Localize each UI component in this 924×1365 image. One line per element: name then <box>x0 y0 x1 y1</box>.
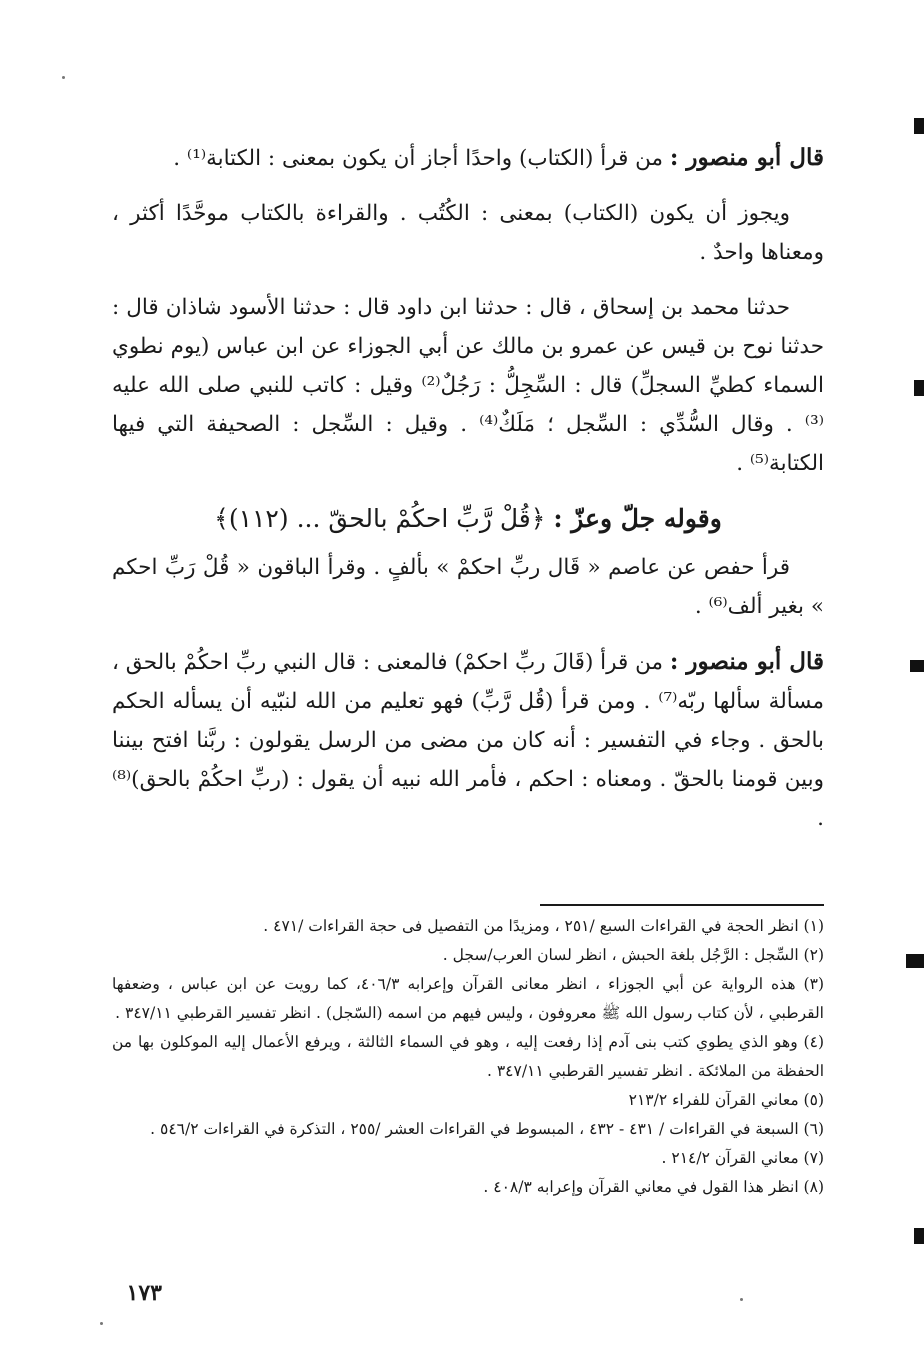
footnote: (٦) السبعة في القراءات / ٤٣١ - ٤٣٢ ، المبسوط في القراءات العشر /٢٥٥ ، التذكرة في القراءات ٥٤٦/٢ . <box>150 1120 824 1138</box>
footnote: (٧) معاني القرآن ٢١٤/٢ . <box>661 1149 824 1167</box>
verse-text: ﴿قُلْ رَّبِّ احكُمْ بالحقّ ... (١١٢)﴾ <box>214 504 546 533</box>
footnote-separator <box>540 904 824 906</box>
paragraph-2: ويجوز أن يكون (الكتاب) بمعنى : الكُتُب . والقراءة بالكتاب موحَّدًا أكثر ، ومعناها واحدٌ . <box>112 201 824 265</box>
paragraph-1 <box>112 138 824 178</box>
paragraph-3: حدثنا محمد بن إسحاق ، قال : حدثنا ابن داود قال : حدثنا الأسود شاذان قال : حدثنا نوح بن قيس عن عمرو بن مالك عن أبي الجوزاء عن ابن عباس (يوم نطوي السماء كطيِّ السجلِّ) قال : السِّجِلُّ : رَجُلٌ⁽²⁾ وقيل : كاتب للنبي صلى الله عليه ⁽³⁾ . وقال السُّدِّي : السِّجل ؛ مَلَكٌ⁽⁴⁾ . وقيل : السِّجل : الصحيفة التي فيها الكتابة⁽⁵⁾ . <box>112 295 824 476</box>
page-number: ١٧٣ <box>126 1280 162 1306</box>
scan-edge-mark <box>914 1228 924 1244</box>
paragraph-text: من قرأ (قَالَ ربِّ احكمْ) فالمعنى : قال النبي ربِّ احكُمْ بالحق ، مسألة سألها ربّه⁽⁷⁾ . ومن قرأ (قُل رَّبِّ) فهو تعليم من الله لنبّيه أن يسأله الحكم بالحق . وجاء في التفسير : أنه كان من مضى من الرسل يقولون : ربَّنا افتح بيننا وبين قومنا بالحقّ . ومعناه : احكم ، فأمر الله نبيه أن يقول : (ربِّ احكُمْ بالحق)⁽⁸⁾ . <box>112 650 824 831</box>
scan-edge-mark <box>914 118 924 134</box>
footnote: (٨) انظر هذا القول في معاني القرآن وإعرابه ٤٠٨/٣ . <box>483 1178 824 1196</box>
main-text <box>112 138 824 854</box>
paragraph-heading: قال أبو منصور : <box>669 648 824 675</box>
footnotes <box>112 912 824 1202</box>
footnote: (٥) معاني القرآن للفراء ٢١٣/٢ <box>628 1091 824 1109</box>
scan-speck <box>62 76 65 79</box>
scan-edge-mark <box>906 954 924 968</box>
scan-edge-mark <box>914 380 924 396</box>
paragraph-4: قرأ حفص عن عاصم « قَال ربِّ احكمْ » بألفٍ . وقرأ الباقون « قُلْ رَبِّ احكم » بغير ألف⁽⁶⁾ . <box>112 555 824 619</box>
footnote: (١) انظر الحجة في القراءات السبع /٢٥١ ، ومزيدًا من التفصيل فى حجة القراءات /٤٧١ . <box>263 917 824 935</box>
verse-heading <box>112 499 824 538</box>
footnote: (٢) السِّجل : الرَّجُل بلغة الحبش ، انظر لسان العرب/سجل . <box>442 946 824 964</box>
scan-edge-mark <box>910 660 924 672</box>
paragraph-text: من قرأ (الكتاب) واحدًا أجاز أن يكون بمعنى : الكتابة⁽¹⁾ . <box>173 146 670 171</box>
footnote: (٣) هذه الرواية عن أبي الجوزاء ، انظر معانى القرآن وإعرابه ٤٠٦/٣، كما رويت عن ابن عباس ، وضعفها القرطبي ، لأن كتاب رسول الله ﷺ معروفون ، وليس فيهم من اسمه (السّجل) . انظر تفسير القرطبي ٣٤٧/١١ . <box>112 975 824 1022</box>
paragraph-heading: قال أبو منصور : <box>669 144 824 171</box>
footnote: (٤) وهو الذي يطوي كتب بنى آدم إذا رفعت إليه ، وهو في السماء الثالثة ، ويرفع الأعمال إليه الموكلون بها من الحفظة من الملائكة . انظر تفسير القرطبي ٣٤٧/١١ . <box>112 1033 824 1080</box>
scan-speck <box>100 1322 103 1325</box>
verse-lead: وقوله جلّ وعزّ : <box>553 504 722 533</box>
paragraph-5 <box>112 642 824 838</box>
scan-speck <box>740 1298 743 1301</box>
